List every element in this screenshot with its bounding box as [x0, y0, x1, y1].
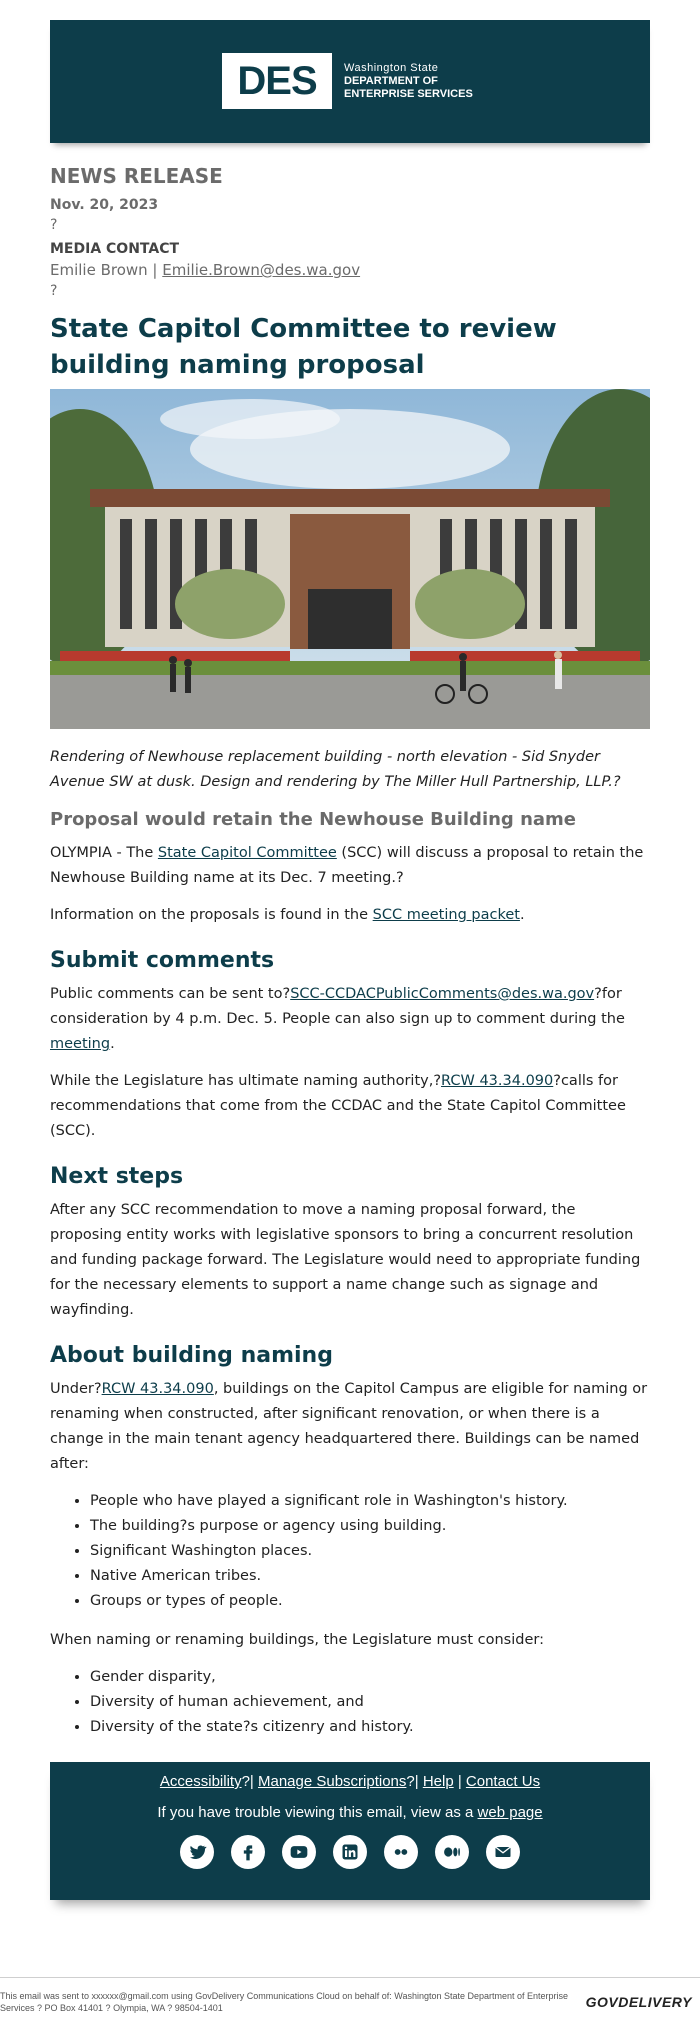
list-item: • Native American tribes.	[90, 1564, 650, 1589]
linkedin-icon[interactable]	[333, 1835, 367, 1869]
paragraph-info: Information on the proposals is found in the SCC meeting packet.	[50, 907, 525, 923]
next-steps-heading: Next steps	[50, 1164, 184, 1189]
placeholder-char: ?	[50, 217, 58, 233]
consideration-list	[50, 1665, 650, 1740]
help-link[interactable]: Help	[422, 1773, 454, 1790]
scc-link[interactable]: State Capitol Committee	[157, 845, 337, 861]
des-logo-mark: DES	[222, 53, 332, 109]
accessibility-link[interactable]: Accessibility	[159, 1773, 242, 1790]
contact-us-link[interactable]: Contact Us	[465, 1773, 541, 1790]
logo-line1: DEPARTMENT OF	[344, 74, 438, 87]
paragraph-comments: Public comments can be sent to?SCC-CCDACPublicComments@des.wa.gov?for consideration by 4 p.m. Dec. 5. People can also sign up to comment during the meeting.	[50, 986, 625, 1052]
release-date: Nov. 20, 2023	[50, 197, 159, 213]
youtube-icon[interactable]	[282, 1835, 316, 1869]
social-links	[50, 1835, 650, 1869]
medium-icon[interactable]	[435, 1835, 469, 1869]
contact-email-link[interactable]: Emilie.Brown@des.wa.gov	[162, 261, 361, 279]
logo-line2: ENTERPRISE SERVICES	[344, 87, 473, 100]
manage-subscriptions-link[interactable]: Manage Subscriptions	[257, 1773, 407, 1790]
web-page-link[interactable]: web page	[477, 1804, 543, 1821]
naming-criteria-list	[50, 1489, 650, 1614]
contact-name: Emilie Brown |	[50, 261, 163, 279]
release-meta	[50, 163, 650, 301]
list-item: • Diversity of the state?s citizenry and history.	[90, 1715, 650, 1740]
govdelivery-logo[interactable]: GOVDELIVERY	[585, 1994, 692, 2010]
comments-email-link[interactable]: SCC-CCDACPublicComments@des.wa.gov	[290, 986, 595, 1002]
list-item: • Groups or types of people.	[90, 1589, 650, 1614]
rcw-link[interactable]: RCW 43.34.090	[101, 1381, 214, 1397]
paragraph-consider: When naming or renaming buildings, the Legislature must consider:	[50, 1632, 544, 1648]
list-item: • Diversity of human achievement, and	[90, 1690, 650, 1715]
flickr-icon[interactable]	[384, 1835, 418, 1869]
article-title: State Capitol Committee to review building naming proposal	[50, 314, 557, 380]
govdelivery-divider	[0, 1977, 700, 1978]
submit-comments-heading: Submit comments	[50, 948, 275, 973]
twitter-icon[interactable]	[180, 1835, 214, 1869]
paragraph-about: Under?RCW 43.34.090, buildings on the Capitol Campus are eligible for naming or renaming when constructed, after significant renovation, or when there is a change in the main tenant agency headquartered there. Buildings can be named after:	[50, 1381, 648, 1472]
meeting-link[interactable]: meeting	[50, 1036, 111, 1052]
news-release-label: NEWS RELEASE	[50, 164, 223, 188]
about-naming-heading: About building naming	[50, 1343, 333, 1368]
email-container	[50, 20, 650, 1900]
media-contact-label: MEDIA CONTACT	[50, 241, 180, 257]
rcw-link[interactable]: RCW 43.34.090	[441, 1073, 554, 1089]
placeholder-char: ?	[50, 283, 58, 299]
logo-state: Washington State	[344, 61, 439, 74]
footer-links: Accessibility?| Manage Subscriptions?| Help | Contact Us	[159, 1773, 541, 1790]
paragraph-next-steps: After any SCC recommendation to move a naming proposal forward, the proposing entity works with legislative sponsors to bring a concurrent resolution and funding package forward. The Legislature would need to appropriate funding for the necessary elements to support a name change such as signage and wayfinding.	[50, 1202, 641, 1318]
des-logo-text	[344, 62, 473, 101]
list-item: • The building?s purpose or agency using building.	[90, 1514, 650, 1539]
list-item: • Gender disparity,	[90, 1665, 650, 1690]
view-web-notice: If you have trouble viewing this email, view as a web page	[157, 1804, 543, 1821]
media-contact	[50, 259, 650, 281]
govdelivery-disclaimer: This email was sent to xxxxxx@gmail.com using GovDelivery Communications Cloud on behalf of: Washington State Department of Enterprise Services ? PO Box 41401 ? Olympia, WA ? 98504-1401	[0, 1991, 569, 2013]
email-icon[interactable]	[486, 1835, 520, 1869]
facebook-icon[interactable]	[231, 1835, 265, 1869]
des-logo[interactable]	[222, 53, 473, 109]
email-header	[50, 20, 650, 143]
newhouse-building-rendering	[50, 389, 650, 729]
email-footer	[50, 1762, 650, 1900]
meeting-packet-link[interactable]: SCC meeting packet	[372, 907, 520, 923]
article-subhead: Proposal would retain the Newhouse Building name	[50, 809, 576, 830]
paragraph-intro: OLYMPIA - The State Capitol Committee (SCC) will discuss a proposal to retain the Newhouse Building name at its Dec. 7 meeting.?	[50, 845, 644, 886]
list-item: • People who have played a significant role in Washington's history.	[90, 1489, 650, 1514]
list-item: • Significant Washington places.	[90, 1539, 650, 1564]
image-caption: Rendering of Newhouse replacement building - north elevation - Sid Snyder Avenue SW at dusk. Design and rendering by The Miller Hull Partnership, LLP.?	[50, 749, 621, 790]
paragraph-authority: While the Legislature has ultimate naming authority,?RCW 43.34.090?calls for recommendations that come from the CCDAC and the State Capitol Committee (SCC).	[50, 1073, 626, 1139]
